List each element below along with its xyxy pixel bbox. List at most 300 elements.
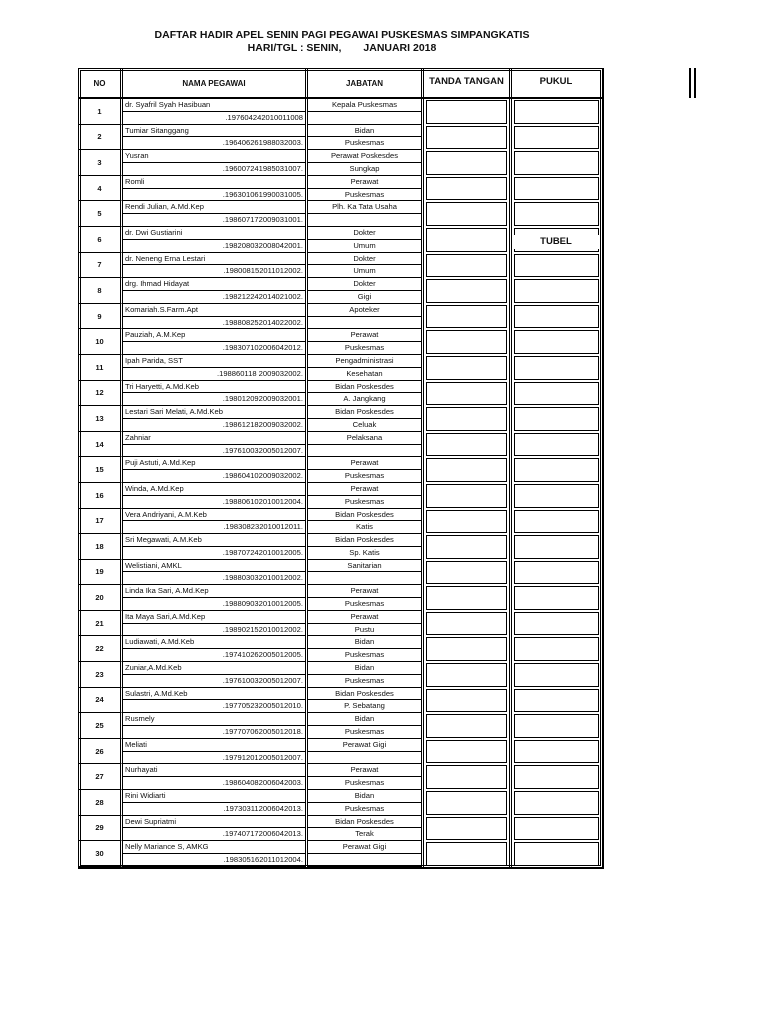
row-nama-cell: [123, 304, 308, 330]
table-row: [79, 509, 602, 535]
row-nama-cell: [123, 176, 308, 202]
row-jabatan-cell: [308, 381, 424, 407]
signature-cell[interactable]: [424, 585, 512, 611]
signature-cell[interactable]: [424, 457, 512, 483]
row-jabatan-cell: [308, 636, 424, 662]
employee-nip: .198809032010012005.: [123, 598, 305, 611]
time-cell[interactable]: [512, 406, 600, 432]
header-nama: NAMA PEGAWAI: [123, 69, 308, 97]
time-cell[interactable]: [512, 636, 600, 662]
jabatan-line-2: Puskesmas: [308, 777, 421, 790]
employee-name: Yusran: [123, 150, 305, 163]
time-cell[interactable]: [512, 509, 600, 535]
jabatan-line-2: [308, 317, 421, 330]
row-nama-cell: [123, 509, 308, 535]
row-jabatan-cell: [308, 150, 424, 176]
row-number: 12: [79, 381, 123, 407]
employee-name: Sulastri, A.Md.Keb: [123, 688, 305, 701]
signature-cell[interactable]: [424, 125, 512, 151]
signature-cell[interactable]: [424, 509, 512, 535]
jabatan-line-2: Umum: [308, 240, 421, 253]
signature-cell[interactable]: [424, 611, 512, 637]
jabatan-line-1: Perawat: [308, 457, 421, 470]
employee-name: Lestari Sari Melati, A.Md.Keb: [123, 406, 305, 419]
row-jabatan-cell: [308, 611, 424, 637]
row-jabatan-cell: [308, 227, 424, 253]
employee-nip: .198305162011012004.: [123, 854, 305, 867]
row-nama-cell: [123, 790, 308, 816]
signature-cell[interactable]: [424, 150, 512, 176]
jabatan-line-1: Pelaksana: [308, 432, 421, 445]
time-cell[interactable]: [512, 483, 600, 509]
table-row: [79, 611, 602, 637]
employee-nip: .197604242010011008: [123, 112, 305, 125]
row-number: 27: [79, 764, 123, 790]
row-nama-cell: [123, 483, 308, 509]
row-number: 18: [79, 534, 123, 560]
document-title: DAFTAR HADIR APEL SENIN PAGI PEGAWAI PUSKESMAS SIMPANGKATIS: [154, 29, 530, 41]
time-cell[interactable]: [512, 278, 600, 304]
row-number: 21: [79, 611, 123, 637]
table-row: [79, 636, 602, 662]
jabatan-line-1: Dokter: [308, 227, 421, 240]
row-number: 11: [79, 355, 123, 381]
jabatan-line-2: Puskesmas: [308, 726, 421, 739]
table-row: [79, 278, 602, 304]
jabatan-line-1: Bidan Poskesdes: [308, 688, 421, 701]
jabatan-line-2: Pustu: [308, 624, 421, 637]
signature-cell[interactable]: [424, 790, 512, 816]
jabatan-line-1: Bidan: [308, 125, 421, 138]
row-number: 14: [79, 432, 123, 458]
table-row: [79, 534, 602, 560]
jabatan-line-2: [308, 445, 421, 458]
jabatan-line-2: Puskesmas: [308, 675, 421, 688]
row-number: 9: [79, 304, 123, 330]
row-jabatan-cell: [308, 457, 424, 483]
time-cell[interactable]: [512, 329, 600, 355]
table-row: [79, 201, 602, 227]
jabatan-line-1: Perawat Gigi: [308, 841, 421, 854]
time-cell[interactable]: [512, 176, 600, 202]
employee-nip: .196301061990031005.: [123, 189, 305, 202]
employee-nip: .197912012005012007.: [123, 752, 305, 765]
jabatan-line-1: Bidan: [308, 713, 421, 726]
employee-name: Linda Ika Sari, A.Md.Kep: [123, 585, 305, 598]
employee-name: dr. Dwi Gustiarini: [123, 227, 305, 240]
employee-name: dr. Syafril Syah Hasibuan: [123, 99, 305, 112]
subtitle-month: JANUARI 2018: [363, 42, 437, 54]
employee-nip: .198604102009032002.: [123, 470, 305, 483]
employee-nip: .197707062005012018.: [123, 726, 305, 739]
time-cell[interactable]: [512, 201, 600, 227]
employee-name: Zahniar: [123, 432, 305, 445]
signature-cell[interactable]: [424, 739, 512, 765]
row-nama-cell: [123, 662, 308, 688]
employee-name: Puji Astuti, A.Md.Kep: [123, 457, 305, 470]
row-number: 22: [79, 636, 123, 662]
employee-nip: .198612182009032002.: [123, 419, 305, 432]
employee-name: Ita Maya Sari,A.Md.Kep: [123, 611, 305, 624]
employee-name: Tri Haryetti, A.Md.Keb: [123, 381, 305, 394]
jabatan-line-2: A. Jangkang: [308, 393, 421, 406]
jabatan-line-1: Bidan Poskesdes: [308, 509, 421, 522]
employee-nip: .198212242014021002.: [123, 291, 305, 304]
table-row: [79, 739, 602, 765]
table-header: [79, 69, 602, 99]
time-cell[interactable]: [512, 457, 600, 483]
employee-nip: .197610032005012007.: [123, 675, 305, 688]
row-nama-cell: [123, 355, 308, 381]
row-nama-cell: [123, 227, 308, 253]
table-row: [79, 560, 602, 586]
jabatan-line-2: [308, 112, 421, 125]
row-number: 16: [79, 483, 123, 509]
jabatan-line-2: Umum: [308, 265, 421, 278]
employee-nip: .198307102006042012.: [123, 342, 305, 355]
row-number: 1: [79, 99, 123, 125]
row-nama-cell: [123, 611, 308, 637]
employee-name: Pauziah, A.M.Kep: [123, 329, 305, 342]
row-number: 17: [79, 509, 123, 535]
row-nama-cell: [123, 688, 308, 714]
employee-name: Tumiar Sitanggang: [123, 125, 305, 138]
row-number: 15: [79, 457, 123, 483]
jabatan-line-2: Kesehatan: [308, 368, 421, 381]
time-cell[interactable]: [512, 560, 600, 586]
employee-nip: .198707242010012005.: [123, 547, 305, 560]
subtitle-day: HARI/TGL : SENIN,: [247, 42, 342, 54]
signature-cell[interactable]: [424, 816, 512, 842]
row-number: 4: [79, 176, 123, 202]
time-cell[interactable]: [512, 304, 600, 330]
table-row: [79, 688, 602, 714]
jabatan-line-1: Bidan Poskesdes: [308, 816, 421, 829]
signature-cell[interactable]: [424, 662, 512, 688]
jabatan-line-1: Perawat: [308, 585, 421, 598]
jabatan-line-1: Bidan Poskesdes: [308, 406, 421, 419]
time-cell[interactable]: [512, 841, 600, 867]
jabatan-line-2: Puskesmas: [308, 189, 421, 202]
row-number: 25: [79, 713, 123, 739]
jabatan-line-2: [308, 752, 421, 765]
employee-nip: .198008152011012002.: [123, 265, 305, 278]
jabatan-line-1: Pengadministrasi: [308, 355, 421, 368]
row-nama-cell: [123, 150, 308, 176]
jabatan-line-1: Bidan Poskesdes: [308, 381, 421, 394]
row-number: 2: [79, 125, 123, 151]
time-cell[interactable]: [512, 99, 600, 125]
time-cell[interactable]: [512, 125, 600, 151]
employee-nip: .197610032005012007.: [123, 445, 305, 458]
row-nama-cell: [123, 278, 308, 304]
table-row: [79, 432, 602, 458]
jabatan-line-1: Bidan: [308, 790, 421, 803]
table-row: [79, 483, 602, 509]
jabatan-line-1: Perawat: [308, 764, 421, 777]
employee-nip: .198902152010012002.: [123, 624, 305, 637]
employee-nip: .198808252014022002.: [123, 317, 305, 330]
row-jabatan-cell: [308, 585, 424, 611]
signature-cell[interactable]: [424, 253, 512, 279]
row-jabatan-cell: [308, 841, 424, 867]
row-jabatan-cell: [308, 764, 424, 790]
employee-nip: .198803032010012002.: [123, 572, 305, 585]
jabatan-line-2: P. Sebatang: [308, 700, 421, 713]
header-pukul: PUKUL: [539, 76, 573, 87]
row-jabatan-cell: [308, 406, 424, 432]
employee-nip: .198604082006042003.: [123, 777, 305, 790]
time-cell[interactable]: [512, 150, 600, 176]
employee-name: Welistiani, AMKL: [123, 560, 305, 573]
signature-cell[interactable]: [424, 713, 512, 739]
jabatan-line-1: Dokter: [308, 278, 421, 291]
employee-nip: .198607172009031001.: [123, 214, 305, 227]
signature-cell[interactable]: [424, 483, 512, 509]
employee-name: Meliati: [123, 739, 305, 752]
signature-cell[interactable]: [424, 764, 512, 790]
page-margin-mark: [689, 68, 696, 98]
row-number: 3: [79, 150, 123, 176]
employee-nip: .198208032008042001.: [123, 240, 305, 253]
employee-name: Rendi Julian, A.Md.Kep: [123, 201, 305, 214]
attendance-table: [78, 68, 604, 869]
table-row: [79, 176, 602, 202]
time-cell[interactable]: [512, 585, 600, 611]
row-jabatan-cell: [308, 560, 424, 586]
time-cell[interactable]: [512, 432, 600, 458]
table-row: [79, 585, 602, 611]
row-nama-cell: [123, 739, 308, 765]
employee-name: Ludiawati, A.Md.Keb: [123, 636, 305, 649]
jabatan-line-2: [308, 572, 421, 585]
signature-cell[interactable]: [424, 355, 512, 381]
jabatan-line-1: Perawat Poskesdes: [308, 150, 421, 163]
jabatan-line-1: Sanitarian: [308, 560, 421, 573]
table-row: [79, 304, 602, 330]
jabatan-line-2: Puskesmas: [308, 496, 421, 509]
employee-name: Rini Widiarti: [123, 790, 305, 803]
jabatan-line-2: Terak: [308, 828, 421, 841]
employee-nip: .198308232010012011.: [123, 521, 305, 534]
row-jabatan-cell: [308, 329, 424, 355]
table-row: [79, 457, 602, 483]
time-cell[interactable]: [512, 381, 600, 407]
row-nama-cell: [123, 713, 308, 739]
time-cell[interactable]: [512, 790, 600, 816]
table-row: [79, 841, 602, 867]
table-row: [79, 764, 602, 790]
jabatan-line-1: Dokter: [308, 253, 421, 266]
row-number: 26: [79, 739, 123, 765]
jabatan-line-2: Puskesmas: [308, 137, 421, 150]
row-jabatan-cell: [308, 739, 424, 765]
time-cell[interactable]: [512, 611, 600, 637]
time-cell[interactable]: [512, 253, 600, 279]
employee-nip: .197410262005012005.: [123, 649, 305, 662]
employee-nip: .197705232005012010.: [123, 700, 305, 713]
row-number: 5: [79, 201, 123, 227]
employee-name: Ipah Parida, SST: [123, 355, 305, 368]
employee-nip: .198806102010012004.: [123, 496, 305, 509]
row-nama-cell: [123, 329, 308, 355]
signature-cell[interactable]: [424, 841, 512, 867]
jabatan-line-1: Perawat: [308, 329, 421, 342]
row-nama-cell: [123, 457, 308, 483]
signature-cell[interactable]: [424, 560, 512, 586]
signature-cell[interactable]: [424, 329, 512, 355]
table-row: [79, 816, 602, 842]
header-jabatan: JABATAN: [308, 69, 424, 97]
row-jabatan-cell: [308, 713, 424, 739]
time-cell[interactable]: [512, 662, 600, 688]
row-nama-cell: [123, 125, 308, 151]
jabatan-line-1: Perawat: [308, 611, 421, 624]
time-cell[interactable]: [512, 764, 600, 790]
row-jabatan-cell: [308, 99, 424, 125]
signature-cell[interactable]: [424, 99, 512, 125]
signature-cell[interactable]: [424, 227, 512, 253]
jabatan-line-2: [308, 854, 421, 867]
time-cell[interactable]: [512, 816, 600, 842]
employee-name: dr. Neneng Erna Lestari: [123, 253, 305, 266]
employee-name: Zuniar,A.Md.Keb: [123, 662, 305, 675]
row-nama-cell: [123, 841, 308, 867]
table-row: [79, 125, 602, 151]
time-cell[interactable]: [512, 739, 600, 765]
signature-cell[interactable]: [424, 304, 512, 330]
row-jabatan-cell: [308, 790, 424, 816]
employee-name: Winda, A.Md.Kep: [123, 483, 305, 496]
employee-name: Nurhayati: [123, 764, 305, 777]
jabatan-line-2: Puskesmas: [308, 803, 421, 816]
jabatan-line-2: Celuak: [308, 419, 421, 432]
row-number: 19: [79, 560, 123, 586]
row-nama-cell: [123, 764, 308, 790]
row-jabatan-cell: [308, 278, 424, 304]
jabatan-line-2: Katis: [308, 521, 421, 534]
time-cell[interactable]: [512, 355, 600, 381]
row-number: 6: [79, 227, 123, 253]
signature-cell[interactable]: [424, 278, 512, 304]
signature-cell[interactable]: [424, 636, 512, 662]
row-nama-cell: [123, 381, 308, 407]
jabatan-line-2: Puskesmas: [308, 342, 421, 355]
row-number: 29: [79, 816, 123, 842]
employee-name: Nelly Mariance S, AMKG: [123, 841, 305, 854]
time-cell[interactable]: [512, 688, 600, 714]
jabatan-line-1: Bidan: [308, 662, 421, 675]
signature-cell[interactable]: [424, 406, 512, 432]
employee-name: Rusmely: [123, 713, 305, 726]
row-nama-cell: [123, 585, 308, 611]
row-nama-cell: [123, 406, 308, 432]
jabatan-line-1: Perawat: [308, 483, 421, 496]
row-jabatan-cell: [308, 304, 424, 330]
employee-nip: .198012092009032001.: [123, 393, 305, 406]
row-number: 30: [79, 841, 123, 867]
employee-name: Dewi Supriatmi: [123, 816, 305, 829]
row-nama-cell: [123, 253, 308, 279]
tubel-note: TUBEL: [512, 235, 600, 249]
signature-cell[interactable]: [424, 381, 512, 407]
row-jabatan-cell: [308, 534, 424, 560]
employee-name: drg. Ihmad Hidayat: [123, 278, 305, 291]
table-row: [79, 150, 602, 176]
jabatan-line-2: Puskesmas: [308, 649, 421, 662]
row-jabatan-cell: [308, 253, 424, 279]
row-jabatan-cell: [308, 355, 424, 381]
employee-name: Sri Megawati, A.M.Keb: [123, 534, 305, 547]
row-nama-cell: [123, 432, 308, 458]
signature-cell[interactable]: [424, 534, 512, 560]
row-nama-cell: [123, 560, 308, 586]
jabatan-line-1: Perawat Gigi: [308, 739, 421, 752]
jabatan-line-1: Bidan: [308, 636, 421, 649]
row-nama-cell: [123, 816, 308, 842]
row-jabatan-cell: [308, 176, 424, 202]
jabatan-line-2: Puskesmas: [308, 598, 421, 611]
employee-name: Romli: [123, 176, 305, 189]
row-nama-cell: [123, 99, 308, 125]
signature-cell[interactable]: [424, 432, 512, 458]
table-row: [79, 662, 602, 688]
row-nama-cell: [123, 534, 308, 560]
time-cell[interactable]: [512, 534, 600, 560]
row-jabatan-cell: [308, 662, 424, 688]
document-subtitle: [0, 42, 684, 54]
employee-nip: .197303112006042013.: [123, 803, 305, 816]
table-row: [79, 329, 602, 355]
header-tanda-tangan: TANDA TANGAN: [424, 69, 512, 97]
row-number: 13: [79, 406, 123, 432]
row-number: 8: [79, 278, 123, 304]
row-jabatan-cell: [308, 509, 424, 535]
row-number: 7: [79, 253, 123, 279]
jabatan-line-1: Kepala Puskesmas: [308, 99, 421, 112]
employee-name: Vera Andriyani, A.M.Keb: [123, 509, 305, 522]
row-jabatan-cell: [308, 816, 424, 842]
row-nama-cell: [123, 636, 308, 662]
table-row: [79, 253, 602, 279]
employee-name: Komariah.S.Farm.Apt: [123, 304, 305, 317]
jabatan-line-1: Perawat: [308, 176, 421, 189]
signature-cell[interactable]: [424, 688, 512, 714]
table-body: [79, 99, 602, 867]
jabatan-line-2: Sungkap: [308, 163, 421, 176]
table-row: [79, 790, 602, 816]
row-jabatan-cell: [308, 432, 424, 458]
time-cell[interactable]: [512, 713, 600, 739]
jabatan-line-2: Sp. Katis: [308, 547, 421, 560]
jabatan-line-1: Plh. Ka Tata Usaha: [308, 201, 421, 214]
signature-cell[interactable]: [424, 176, 512, 202]
row-jabatan-cell: [308, 688, 424, 714]
row-jabatan-cell: [308, 125, 424, 151]
table-row: [79, 355, 602, 381]
row-number: 10: [79, 329, 123, 355]
header-no: NO: [79, 69, 123, 97]
employee-nip: .196007241985031007.: [123, 163, 305, 176]
table-row: [79, 406, 602, 432]
row-number: 24: [79, 688, 123, 714]
row-number: 23: [79, 662, 123, 688]
employee-nip: .196406261988032003.: [123, 137, 305, 150]
signature-cell[interactable]: [424, 201, 512, 227]
employee-nip: .198860118 2009032002.: [123, 368, 305, 381]
table-row: [79, 381, 602, 407]
row-number: 20: [79, 585, 123, 611]
